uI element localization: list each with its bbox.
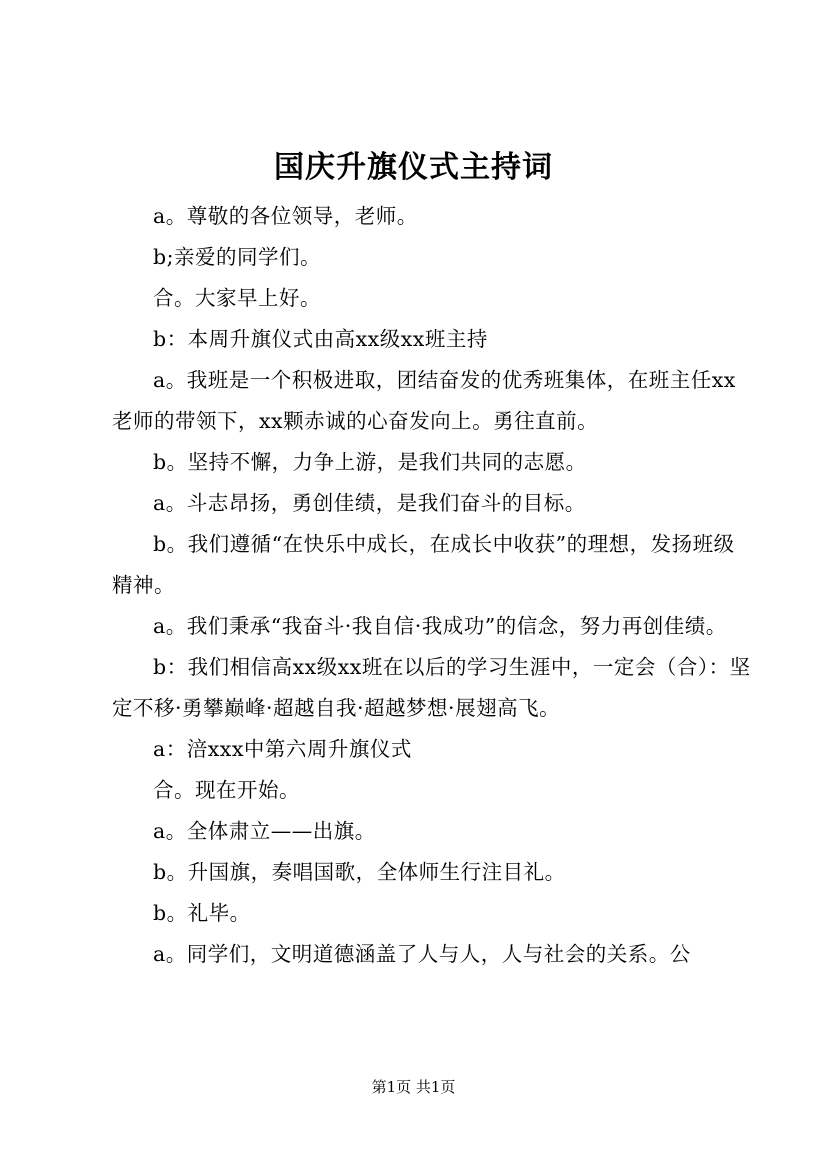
paragraph: a。同学们，文明道德涵盖了人与人，人与社会的关系。公 [153, 942, 691, 966]
paragraph: a。我们秉承“我奋斗·我自信·我成功”的信念，努力再创佳绩。 [153, 614, 727, 638]
paragraph: b;亲爱的同学们。 [153, 245, 322, 269]
paragraph: a。全体肃立——出旗。 [153, 819, 376, 843]
paragraph: a。我班是一个积极进取，团结奋发的优秀班集体，在班主任xx老师的带领下，xx颗赤诚的心奋发向上。勇往直前。 [112, 368, 736, 433]
paragraph: 合。大家早上好。 [153, 286, 321, 310]
paragraph: 合。现在开始。 [153, 778, 300, 802]
document-title: 国庆升旗仪式主持词 [274, 150, 553, 185]
paragraph: b：本周升旗仪式由高xx级xx班主持 [153, 327, 488, 351]
paragraph: a：涪xxx中第六周升旗仪式 [153, 737, 412, 761]
paragraph: a。尊敬的各位领导，老师。 [153, 204, 418, 228]
paragraph: b。坚持不懈，力争上游，是我们共同的志愿。 [153, 450, 587, 474]
document-body [112, 196, 751, 975]
paragraph: a。斗志昂扬，勇创佳绩，是我们奋斗的目标。 [153, 491, 586, 515]
paragraph: b。我们遵循“在快乐中成长，在成长中收获”的理想，发扬班级精神。 [112, 532, 735, 597]
paragraph: b：我们相信高xx级xx班在以后的学习生涯中，一定会（合）：坚定不移·勇攀巅峰·超越自我·超越梦想·展翅高飞。 [112, 655, 751, 720]
paragraph: b。礼毕。 [153, 901, 251, 925]
page-footer: 第1页 共1页 [371, 1078, 456, 1096]
paragraph: b。升国旗，奏唱国歌，全体师生行注目礼。 [153, 860, 566, 884]
